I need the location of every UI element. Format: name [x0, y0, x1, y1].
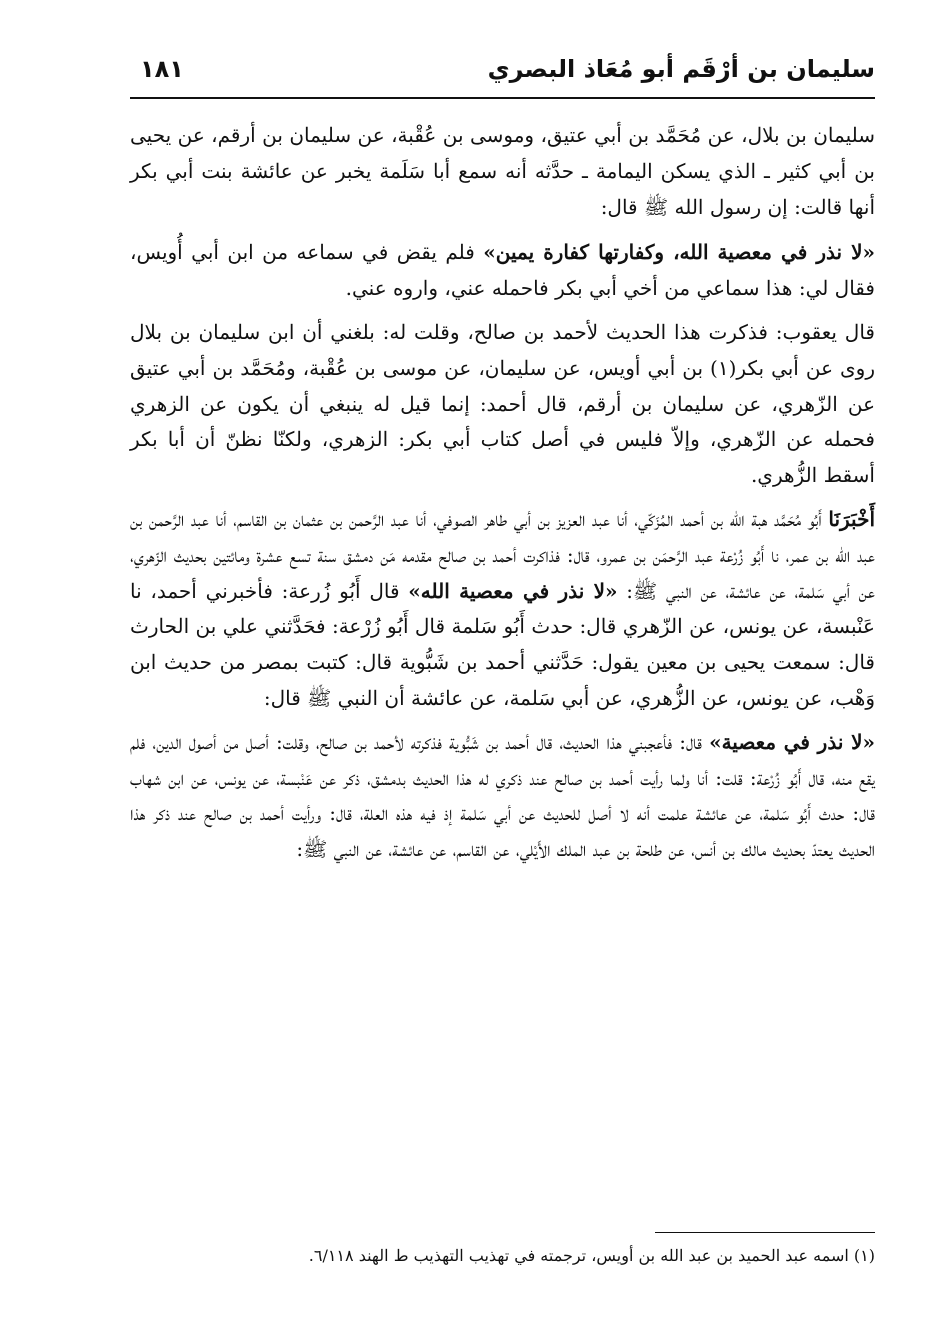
hadith-quote: «لا نذر في معصية الله، وكفارتها كفارة يمين» [483, 240, 875, 265]
page-number: ١٨١ [140, 55, 184, 83]
hadith-quote-2: «لا نذر في معصية الله» [408, 578, 618, 603]
isnad-lead-word: أَخْبَرَنَا [828, 506, 875, 531]
paragraph-3: قال يعقوب: فذكرت هذا الحديث لأحمد بن صالح، وقلت له: بلغني أن ابن سليمان بن بلال روى عن أبي بكر(١) بن أبي أويس، عن سليمان، عن موسى بن عُقْبة، ومُحَمَّد بن أبي عتيق عن الزّهري، عن سليمان بن أرقم، قال أحمد: إنما قيل له ينبغي أن يكون عن الزهري فحمله عن الزّهري، وإلاّ فليس في أصل كتاب أبي بكر: الزهري، ولكنّا نظنّ أن أبا بكر أسقط الزُّهري. [130, 319, 875, 488]
paragraph-5 [130, 725, 875, 868]
main-text [130, 118, 875, 878]
paragraph-4-text-b: قال أَبُو زُرعة: فأخبرني أحمد، نا عَنْبسة، عن يونس، عن الزّهري قال: حدث أَبُو سَلمة قال أَبُو زُرْعة: فحَدَّثني علي بن الحارث قال: سمعت يحيى بن معين يقول: حَدَّثني أحمد بن شَبُّوية قال: كتبت بمصر من حديث ابن وَهْب، عن يونس، عن الزُّهري، عن أبي سَلمة، عن عائشة أن النبي ﷺ قال: [130, 578, 875, 710]
paragraph-4 [130, 502, 875, 717]
paragraph-1: سليمان بن بلال، عن مُحَمَّد بن أبي عتيق، وموسى بن عُقْبة، عن سليمان بن أرقم، عن يحيى بن أبي كثير ـ الذي يسكن اليمامة ـ حدَّثه أنه سمع أبا سَلَمة يخبر عن عائشة بنت أبي بكر أنها قالت: إن رسول الله ﷺ قال: [130, 123, 875, 219]
paragraph-2-text: فلم يقض في سماعه من ابن أبي أُويس، فقال لي: هذا سماعي من أخي أبي بكر فاحمله عني، واروه عني. [130, 240, 875, 301]
paragraph-4-text-a: أَبُو مُحَمَّد هبة الله بن أحمد المُزَكّي، أنا عبد العزيز بن أبي طاهر الصوفي، أنا عبد الرَّحمن بن عثمان بن القاسم، أنا عبد الرَّحمن بن عبد الله بن عمر، نا أَبُو زُرْعة عبد الرَّحمَن بن عمرو، قال: فذاكرت أحمد بن صالح مقدمه مَن دمشق سنة تسع عشرة ومائتين بحديث الزّهري، عن أبي سَلمة، عن عائشة، عن النبي ﷺ: [130, 506, 875, 603]
paragraph-2 [130, 235, 875, 307]
paragraph-5-text: قال: فأعجبني هذا الحديث، قال أحمد بن شَبُّوية فذكرته لأحمد بن صالح، وقلت: أصل من أصول الدين، فلم يقع منه، قال أَبُو زُرْعة: قلت: أنا ولما رأيت أحمد بن صالح عند ذكري له هذا الحديث بدمشق، ذكر عن عَنْبسة، عن يونس، عن ابن شهاب قال: حدث أَبُو سَلمة، عن عائشة علمت أنه لا أصل للحديث عن أبي سَلمة إذ فيه هذه العلة، قال: ورأيت أحمد بن صالح عند ذكر هذا الحديث يعتدّ بحديث مالك بن أنس، عن طلحة بن عبد الملك الأَيْلي، عن القاسم، عن عائشة، عن النبي ﷺ: [130, 729, 875, 862]
header-rule [130, 97, 875, 99]
footnote: (١) اسمه عبد الحميد بن عبد الله بن أويس، ترجمته في تهذيب التهذيب ط الهند ٦/١١٨. [308, 1246, 875, 1265]
hadith-quote-3: «لا نذر في معصية» [709, 729, 876, 754]
running-title: سليمان بن أرْقَم أبو مُعَاذ البصري [487, 55, 875, 83]
page-header [130, 55, 875, 95]
footnote-rule [655, 1232, 875, 1233]
